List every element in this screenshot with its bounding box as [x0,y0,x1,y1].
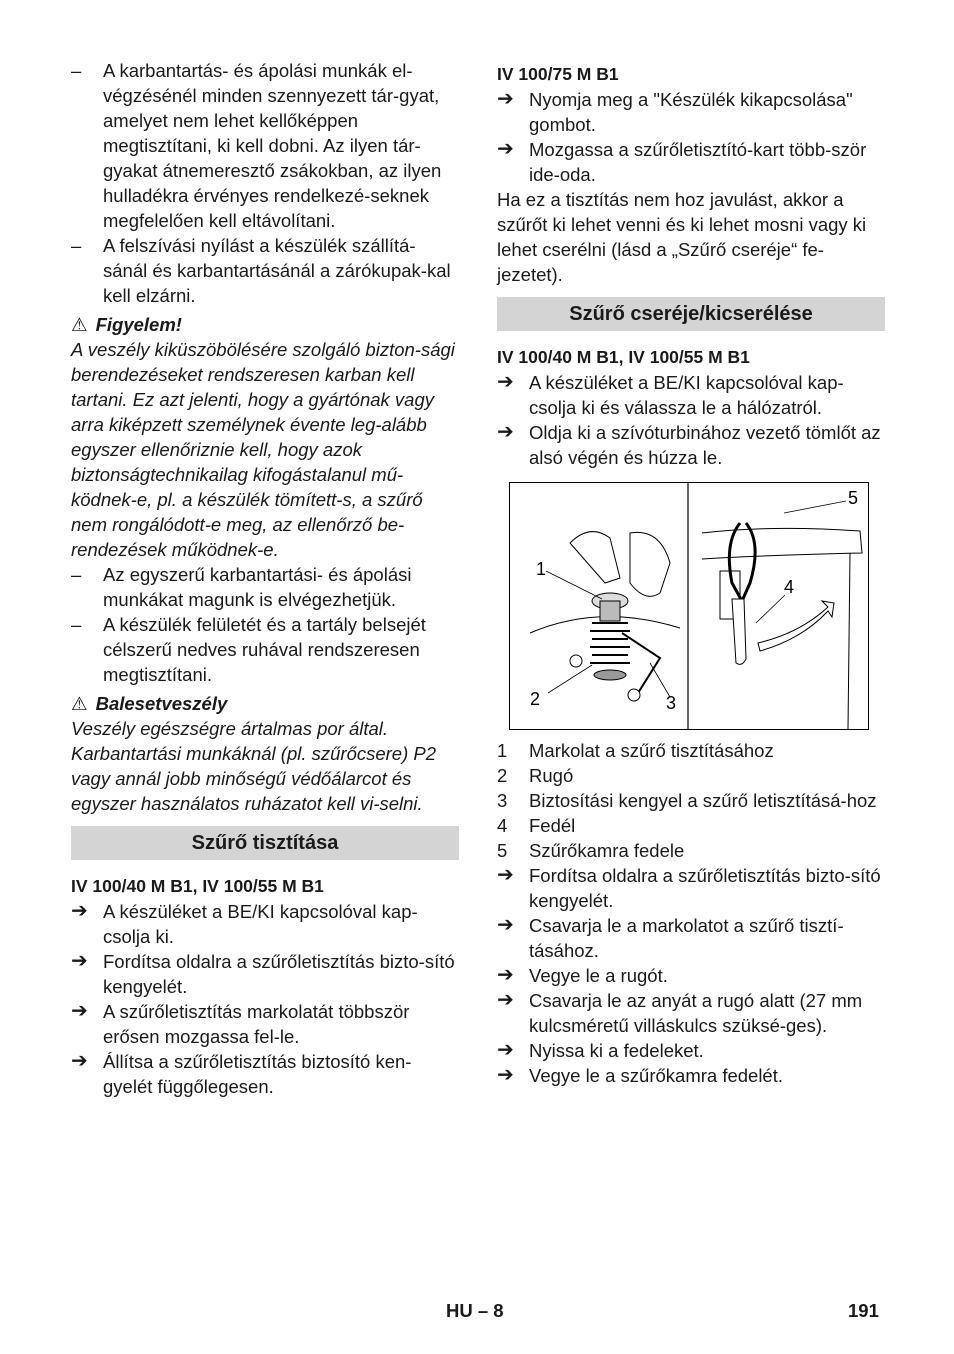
filter-illustration [509,482,869,730]
figure-label-4: 4 [784,577,795,597]
legend-item [497,763,885,788]
warning-triangle-icon: ⚠ [71,693,88,714]
legend-text: Fedél [529,815,576,836]
filter-drawing [510,483,868,729]
list-item [71,612,459,687]
warning-title: Figyelem! [95,314,182,335]
warning-title: Balesetveszély [95,693,228,714]
step-item [497,137,885,187]
dash-bullet: – [71,564,82,585]
step-text: Csavarja le a markolatot a szűrő tisztí-tásához. [529,915,844,961]
arrow-right-icon: ➔ [497,421,514,443]
warning-triangle-icon: ⚠ [71,314,88,335]
step-text: Oldja ki a szívóturbinához vezető tömlőt az alsó végén és húzza le. [529,422,881,468]
step-item [497,1063,885,1088]
step-text: Állítsa a szűrőletisztítás biztosító ken-gyelét függőlegesen. [103,1051,412,1097]
step-item [71,899,459,949]
model-subheading: IV 100/40 M B1, IV 100/55 M B1 [497,347,750,367]
arrow-right-icon: ➔ [497,914,514,936]
footer-section-label: HU – 8 [446,1300,504,1321]
figure-label-2: 2 [530,689,541,709]
legend-number: 5 [497,840,508,861]
model-subheading: IV 100/40 M B1, IV 100/55 M B1 [71,876,324,896]
legend-text: Szűrőkamra fedele [529,840,685,861]
step-text: Csavarja le az anyát a rugó alatt (27 mm kulcsméretű villáskulcs szüksé-ges). [529,990,863,1036]
step-item [497,988,885,1038]
legend-number: 2 [497,765,508,786]
step-text: Vegye le a rugót. [529,965,668,986]
section-title: Szűrő tisztítása [71,826,459,860]
list-item [71,58,459,233]
step-item [71,949,459,999]
list-item-text: Az egyszerű karbantartási- és ápolási munkákat magunk is elvégezhetjük. [103,564,412,610]
arrow-right-icon: ➔ [497,964,514,986]
legend-item [497,788,885,813]
dash-bullet: – [71,235,82,256]
legend-item [497,813,885,838]
arrow-right-icon: ➔ [497,1064,514,1086]
warning-text: A veszély kiküszöbölésére szolgáló bizton-sági berendezéseket rendszeresen karban kell tartani. Ez azt jelenti, hogy a gyártónak vagy arra kiképzett személynek évente leg-alább egyszer ellenőriznie kell, hogy azok biztonságtechnikailag kifogástalanul mű-ködnek-e, pl. a készülék tömített-s, a szűrő nem rongálódott-e meg, az ellenőrző be-rendezések működnek-e. [71,339,455,560]
legend-text: Rugó [529,765,574,786]
step-text: A készüléket a BE/KI kapcsolóval kap-csolja ki és válassza le a hálózatról. [529,372,844,418]
step-item [71,1049,459,1099]
legend-number: 3 [497,790,508,811]
step-item [497,1038,885,1063]
figure-label-3: 3 [666,693,677,713]
section-title: Szűrő cseréje/kicserélése [497,297,885,331]
legend-number: 1 [497,740,508,761]
step-item [71,999,459,1049]
step-item [497,370,885,420]
list-item-text: A felszívási nyílást a készülék szállítá-sánál és karbantartásánál a zárókupak-kal kell elzárni. [103,235,451,306]
right-column [497,58,885,1088]
step-text: A készüléket a BE/KI kapcsolóval kap-csolja ki. [103,901,418,947]
warning-heading [71,691,459,716]
arrow-right-icon: ➔ [497,989,514,1011]
step-text: Nyissa ki a fedeleket. [529,1040,704,1061]
list-item-text: A karbantartás- és ápolási munkák el-végzésénél minden szennyezett tár-gyat, amelyet nem lehet kellőképpen megtisztítani, ki kell dobni. Az ilyen tár-gyakat átnemeresztő zsákokban, az ilyen hulladékra érvényes rendelkezé-seknek megfelelően kell eltávolítani. [103,60,442,231]
arrow-right-icon: ➔ [71,950,88,972]
arrow-right-icon: ➔ [497,864,514,886]
step-text: Vegye le a szűrőkamra fedelét. [529,1065,784,1086]
figure-label-5: 5 [848,488,859,508]
figure-label-1: 1 [536,559,547,579]
warning-heading [71,312,459,337]
arrow-right-icon: ➔ [71,1000,88,1022]
step-item [497,863,885,913]
step-text: Fordítsa oldalra a szűrőletisztítás bizto-sító kengyelét. [103,951,455,997]
arrow-right-icon: ➔ [497,138,514,160]
arrow-right-icon: ➔ [71,1050,88,1072]
paragraph: Ha ez a tisztítás nem hoz javulást, akkor a szűrőt ki lehet venni és ki lehet mosni vagy ki lehet cserélni (lásd a „Szűrő cseréje“ fe-jezetet). [497,189,867,285]
list-item [71,233,459,308]
dash-bullet: – [71,614,82,635]
step-text: Nyomja meg a "Készülék kikapcsolása" gombot. [529,89,853,135]
step-item [497,913,885,963]
step-item [497,420,885,470]
arrow-right-icon: ➔ [71,900,88,922]
step-text: Fordítsa oldalra a szűrőletisztítás bizto-sító kengyelét. [529,865,881,911]
page-number: 191 [848,1300,879,1321]
step-text: Mozgassa a szűrőletisztító-kart több-ször ide-oda. [529,139,867,185]
arrow-right-icon: ➔ [497,1039,514,1061]
legend-item [497,738,885,763]
legend-item [497,838,885,863]
list-item-text: A készülék felületét és a tartály belsejét célszerű nedves ruhával rendszeresen megtisztítani. [103,614,426,685]
left-column [71,58,459,1099]
step-item [497,87,885,137]
warning-text: Veszély egészségre ártalmas por által. Karbantartási munkáknál (pl. szűrőcsere) P2 vagy annál jobb minőségű védőálarcot és egyszer használatos ruházatot kell vi-selni. [71,718,437,814]
step-text: A szűrőletisztítás markolatát többször erősen mozgassa fel-le. [103,1001,410,1047]
legend-text: Biztosítási kengyel a szűrő letisztításá-hoz [529,790,877,811]
step-item [497,963,885,988]
model-subheading: IV 100/75 M B1 [497,64,619,84]
list-item [71,562,459,612]
legend-text: Markolat a szűrő tisztításához [529,740,774,761]
legend-number: 4 [497,815,508,836]
dash-bullet: – [71,60,82,81]
arrow-right-icon: ➔ [497,88,514,110]
arrow-right-icon: ➔ [497,371,514,393]
